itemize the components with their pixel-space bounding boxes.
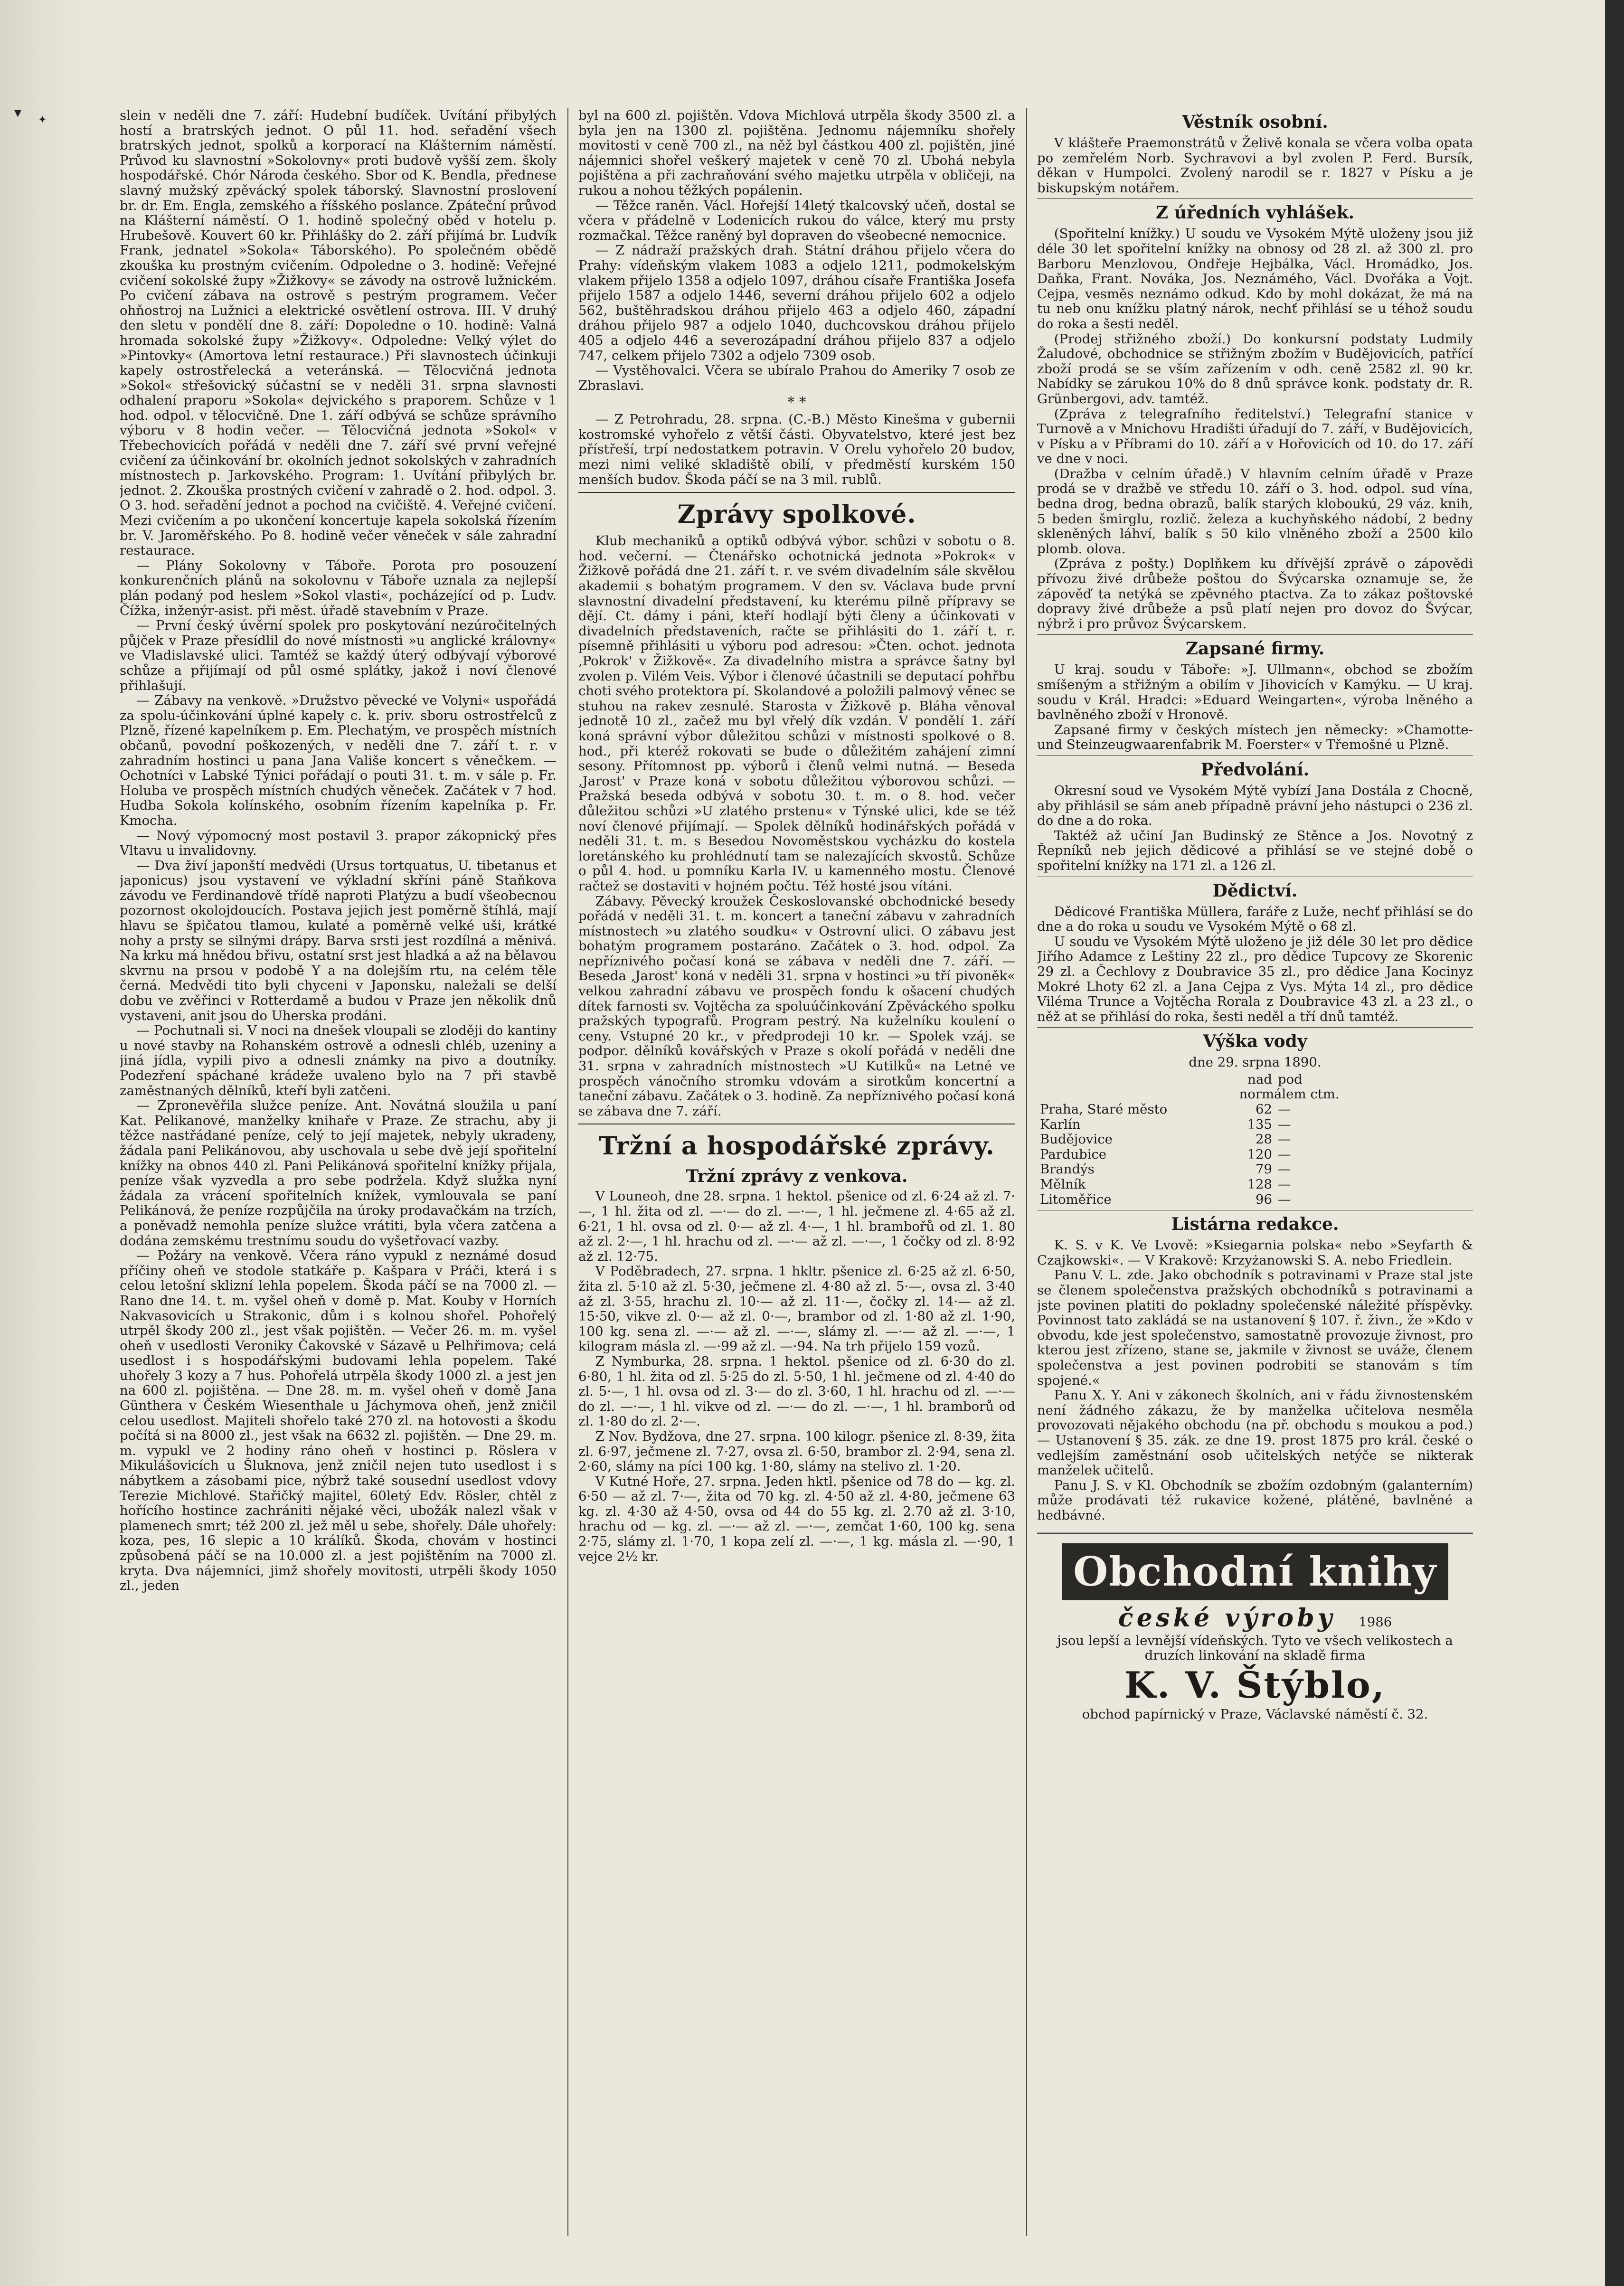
water-pod: — bbox=[1277, 1132, 1291, 1147]
ad-text: jsou lepší a levnější vídeňských. Tyto ve všech velikostech a druzích linkování na skladě firma bbox=[1057, 1633, 1453, 1663]
margin-mark: ✦ bbox=[38, 114, 47, 126]
ad-address: obchod papírnický v Praze, Václavské náměstí č. 32. bbox=[1082, 1706, 1428, 1722]
water-place: Mělník bbox=[1040, 1177, 1086, 1192]
column-2 bbox=[578, 108, 1015, 2236]
section-subtitle-market: Tržní zprávy z venkova. bbox=[686, 1166, 908, 1187]
water-nad: 28 bbox=[1255, 1132, 1272, 1147]
water-nad: 120 bbox=[1247, 1146, 1272, 1162]
market-report: V Kutné Hoře, 27. srpna. Jeden hktl. pšenice od 78 do — kg. zl. 6·50 — až zl. 7·—, žita od 70 kg. zl. 4·50 až zl. 4·80, ječmene 63 kg. zl. 4·30 až 4·50, ovsa od 44 do 55 kg. zl. 2.70 až zl. 3·10, hrachu od — kg. zl. —·— až zl. —·—, zemčat 1·60, 100 kg. sena 2·75, slámy zl. 1·70, 1 kopa zelí zl. —·—, 1 kg. másla zl. —·90, 1 vejce 2½ kr. bbox=[578, 1474, 1015, 1564]
column-3 bbox=[1037, 108, 1473, 2236]
water-nad: 128 bbox=[1247, 1177, 1272, 1192]
section-title-predvolani: Předvolání. bbox=[1200, 759, 1310, 780]
article-paragraph: — Zábavy na venkově. »Družstvo pěvecké ve Volyni« uspořádá za spolu-účinkování úplné kapely c. k. priv. sboru ostrostřelců z Plzně, řízené kapelníkem p. Em. Plechatým, ve prospěch místních občanů, povodní poškozených, v neděli dne 7. září t. r. v zahradním hostinci u pana Jana Vališe koncert s věnečkem. — Ochotníci v Labské Týnici pořádají o pouti 31. t. m. v sále p. Fr. Holuba ve prospěch místních chudých věneček. Začátek v 7 hod. Hudba Sokola kolínského, osobním řízením kapelníka p. Fr. Kmocha. bbox=[120, 693, 557, 828]
water-place: Praha, Staré město bbox=[1040, 1102, 1168, 1117]
article-paragraph: K. S. v K. Ve Lvově: »Ksiegarnia polska« nebo »Seyfarth & Czajkowski«. — V Krakově: Krzyżanowski S. A. nebo Friedlein. bbox=[1037, 1237, 1473, 1268]
market-report: V Poděbradech, 27. srpna. 1 hkltr. pšenice zl. 6·25 až zl. 6·50, žita zl. 5·10 až zl. 5·30, ječmene zl. 4·80 až zl. 5·—, ovsa zl. 3·40 až zl. 3·55, hrachu zl. 10·— až zl. 11·—, čočky zl. 14·— až zl. 15·50, vikve zl. 0·— až zl. 0·—, brambor od zl. 1·80 až zl. 1·90, 100 kg. sena zl. —·— až zl. —·—, slámy zl. —·— až zl. —·—, 1 kilogram másla zl. —·99 až zl. —·94. Na trh přijelo 159 vozů. bbox=[578, 1264, 1015, 1354]
advertisement bbox=[1037, 1532, 1473, 1722]
water-place: Budějovice bbox=[1040, 1132, 1113, 1147]
article-paragraph: (Zpráva z telegrafního ředitelství.) Telegrafní stanice v Turnově a v Mnichovu Hradišti úřadují do 7. září, v Budějovicích, v Písku a v Příbrami do 10. září a v Hořovicích od 10. do 17. září ve dne v noci. bbox=[1037, 406, 1473, 467]
column-1 bbox=[120, 108, 557, 2236]
water-level-title: Výška vody bbox=[1203, 1031, 1307, 1052]
article-paragraph: (Prodej střižného zboží.) Do konkursní podstaty Ludmily Žaludové, obchodnice se střižným zbožím v Budějovicích, patřící zboží prodá se se vším zařízením v odh. ceně 2582 zl. 90 kr. Nabídky se zárukou 10% do 8 dnů správce konk. podstaty dr. R. Grünbergovi, adv. tamtéž. bbox=[1037, 331, 1473, 406]
water-place: Pardubice bbox=[1040, 1146, 1107, 1162]
page-gutter bbox=[0, 0, 97, 2286]
article-paragraph: — První český úvěrní spolek pro poskytování nezúročitelných půjček v Praze přesídlil do nové místnosti »u anglické královny« ve Vladislavské ulici. Tamtéž se každý úterý odbývají výborové schůze a přijímají od půl osmé splátky, jakož i noví členové přihlašují. bbox=[120, 618, 557, 693]
water-nad: 62 bbox=[1255, 1102, 1272, 1117]
article-paragraph: slein v neděli dne 7. září: Hudební budíček. Uvítání přibylých hostí a bratrských jednot. O půl 11. hod. seřadění všech bratrských jednot, spolků a korporací na Klášterním náměstí. Průvod ku slavnostní »Sokolovny« proti budově vyšší zem. školy hospodářské. Chór Národa českého. Sbor od K. Bendla, přednese slavný mužský zpěvácký spolek táborský. Slavnostní proslovení br. dr. Em. Engla, zemského a říšského poslance. Zpáteční průvod na Klášterní náměstí. O 1. hodině společný oběd v hotelu p. Hrubešově. Kouvert 60 kr. Přihlášky do 2. září přijímá br. Ludvík Frank, jednatel »Sokola« Táborského). Po společném obědě zkouška ku prostným cvičením. Odpoledne o 3. hodině: Veřejné cvičení sokolské župy »Žižkovy« se závody na ostrově lužnickém. Po cvičení zábava na ostrově s pestrým programem. Večer ohňostroj na Lužnici a elektrické osvětlení ostrova. III. V druhý den sletu v pondělí dne 8. září: Dopoledne o 10. hodině: Valná hromada sokolské župy »Žižkovy«. Odpoledne: Velký výlet do »Pintovky« (Amortova letní restaurace.) Při slavnostech účinkuji kapely ostrostřelecká a veteránská. — Tělocvičná jednota »Sokol« střešovický súčastní se v neděli 31. srpna slavnosti odhalení praporu »Sokola« dejvického s praporem. Schůze v 1 hod. odpol. v tělocvičně. Dne 1. září odbývá se schůze správního výboru v 8 hodin večer. — Tělocvičná jednota »Sokol« v Třebechovicích pořádá v neděli dne 7. září své první veřejné cvičení za účinkování br. okolních jednot sokolských v zahradních místnostech p. Jarkovského. Program: 1. Uvítání přibylých br. jednot. 2. Zkouška prostných cvičení v zahradě o 2. hod. odpol. 3. O 3. hod. seřadění jednot a pochod na cvičiště. 4. Veřejné cvičení. Mezi cvičením a po ukončení koncertuje kapela sokolská řízením br. V. Jaroměřského. Po 8. hodině večer věneček v sále zahradní restaurace. bbox=[120, 108, 557, 558]
article-paragraph: — Nový výpomocný most postavil 3. prapor zákopnický přes Vltavu u invalidovny. bbox=[120, 828, 557, 859]
ad-firm-name: K. V. Štýblo, bbox=[1124, 1663, 1386, 1706]
water-nad: 96 bbox=[1255, 1191, 1272, 1207]
margin-mark: ▾ bbox=[14, 104, 22, 121]
water-place: Karlín bbox=[1040, 1116, 1081, 1132]
market-report: V Louneoh, dne 28. srpna. 1 hektol. pšenice od zl. 6·24 až zl. 7·—, 1 hl. žita od zl. —·— do zl. —·—, 1 hl. ječmene zl. 4·65 až zl. 6·21, 1 hl. ovsa od zl. 0·— až zl. 4·—, 1 hl. brambořů od zl. 1. 80 až zl. 2·—, 1 hl. hrachu od zl. —·— až zl. —·—, 1 čočky od zl. 8·92 až zl. 12·75. bbox=[578, 1189, 1015, 1264]
article-paragraph: Klub mechaniků a optiků odbývá výbor. schůzi v sobotu o 8. hod. večerní. — Čtenářsko ochotnická jednota »Pokrok« v Žižkově pořádá dne 21. září t. r. ve svém divadelním sále skvělou akademii s bohatým programem. V den sv. Václava bude první slavnostní divadelní představení, ku kterému pilně přípravy se dějí. Ct. dámy i páni, kteří hodlají býti členy a účinkovati v divadelních představeních, račte se přihlásiti do 1. září t. r. písemně přihlásiti u výboru pod adresou: »Čten. ochot. jednota ‚Pokrok' v Žižkově«. Za divadelního mistra a správce šatny byl zvolen p. Vilém Veis. Výbor i členové účastnili se deputací pohřbu choti svého protektora pí. Skolandové a položili palmový věnec se stuhou na rakev zesnulé. Starosta v Žižkově p. Bláha věnoval jednotě 10 zl., začež mu byl vřelý dík vzdán. V pondělí 1. září koná správní výbor důležitou schůzi v místnosti spolkové o 8. hod., při kteréž rokovati se bude o důležitém zahájení zimní sesony. Přítomnost pp. výborů i členů velmi nutná. — Beseda ‚Jarost' v Praze koná v sobotu důležitou výborovou schůzi. — Pražská beseda odbývá v sobotu 30. t. m. o 8. hod. večer důležitou schůzi »U zlatého prstenu« v Týnské ulici, kde se též noví členové přijímají. — Spolek dělníků hodinářských pořádá v neděli 31. t. m. s Besedou Novoměstskou vycházku do kostela loretánského ku prohlédnutí tam se nalezajících skvostů. Schůze o půl 4. hod. u pomníku Karla IV. u kamenného mostu. Členové račtež se dostaviti v hojném počtu. Též hosté jsou vítáni. bbox=[578, 533, 1015, 894]
scan-edge bbox=[1605, 0, 1624, 2286]
water-pod: — bbox=[1277, 1146, 1291, 1162]
water-header-row bbox=[1037, 1072, 1342, 1087]
article-paragraph: — Plány Sokolovny v Táboře. Porota pro posouzení konkurenčních plánů na sokolovnu v Táboře uznala za nejlepší plán podaný pod heslem »Sokol vlasti«, pocházející od p. Ludv. Čížka, inženýr-asist. při měst. úřadě stavebním v Praze. bbox=[120, 557, 557, 618]
article-paragraph: — Pochutnali si. V noci na dnešek vloupali se zloději do kantiny u nové stavby na Rohanském ostrově a odnesli chléb, uzeniny a jiná jídla, vypili pivo a odnesli známky na pivo a doutníky. Podezření spáchané krádeže uvaleno bylo na 7 při stavbě zaměstnaných dělníků, kteří byli zatčeni. bbox=[120, 1023, 557, 1098]
water-col-pod: pod bbox=[1277, 1071, 1303, 1087]
article-paragraph: Dědicové Františka Müllera, faráře z Luže, nechť přihlásí se do dne a do roka u soudu ve Vysokém Mýtě o 68 zl. bbox=[1037, 904, 1473, 935]
section-title-vyhlasky: Z úředních vyhlášek. bbox=[1155, 203, 1355, 223]
water-nad: 79 bbox=[1255, 1162, 1272, 1177]
article-paragraph: Zábavy. Pěvecký kroužek Českoslovanské obchodnické besedy pořádá v neděli 31. t. m. koncert a taneční zábavu v zahradních místnostech »u zlatého soudku« v Ostrovní ulici. O zábavu jest bohatým programem postaráno. Začátek o 3. hod. odpol. Za nepříznivého počasí koná se zábava v neděli dne 7. září. — Beseda ‚Jarost' koná v neděli 31. srpna v hostinci »u tří pivoněk« velkou zahradní zábavu ve prospěch fondu k ošacení chudých dítek farnosti sv. Vojtěcha za spoluúčinkování Zpěváckého spolku pražských typografů. Program pestrý. Na kuželníku koulení o ceny. Vstupné 20 kr., v předprodeji 10 kr. — Spolek vzáj. se podpor. dělníků kovářských v Praze s okolí pořádá v neděli dne 31. srpna v zahradních místnostech »U Kutilků« na Letné ve prospěch vánočního stromku vdovám a sirotkům koncertní a taneční zábavu. Začátek o 3. hodině. Za nepříznivého počasí koná se zábava dne 7. září. bbox=[578, 893, 1015, 1119]
water-level-date: dne 29. srpna 1890. bbox=[1189, 1055, 1322, 1070]
water-place: Brandýs bbox=[1040, 1162, 1095, 1177]
article-paragraph: Taktéž až učiní Jan Budinský ze Stěnce a Jos. Novotný z Řepníků neb jejich dědicové a přihlásí se ve stejné době o spořitelní knížky na 171 zl. a 126 zl. bbox=[1037, 828, 1473, 873]
section-title-osobni: Věstník osobní. bbox=[1182, 112, 1328, 132]
water-pod: — bbox=[1277, 1116, 1291, 1132]
article-paragraph: Okresní soud ve Vysokém Mýtě vybízí Jana Dostála z Chocně, aby přihlásil se sám aneb případně právní jeho nástupci o 236 zl. do dne a do roka. bbox=[1037, 783, 1473, 829]
table-row bbox=[1037, 1102, 1342, 1117]
water-subheader-row bbox=[1037, 1087, 1342, 1102]
article-paragraph: — Vystěhovalci. Včera se ubíralo Prahou do Ameriky 7 osob ze Zbraslavi. bbox=[578, 363, 1015, 393]
water-pod: — bbox=[1277, 1191, 1291, 1207]
article-paragraph: — Z Petrohradu, 28. srpna. (C.-B.) Město Kinešma v gubernii kostromské vyhořelo z větší části. Obyvatelstvo, které jest bez přístřeší, trpí nedostatkem potravin. V Orelu vyhořelo 20 budov, mezi nimi veliké skladiště obilí, v předměstí kurském 150 menších budov. Škoda páčí se na 3 mil. rublů. bbox=[578, 412, 1015, 487]
article-paragraph: Panu J. S. v Kl. Obchodník se zbožím ozdobným (galanterním) může prodávati též rukavice kožené, plátěné, bavlněné a hedbávné. bbox=[1037, 1477, 1473, 1523]
water-pod: — bbox=[1277, 1177, 1291, 1192]
water-level-table bbox=[1037, 1072, 1342, 1207]
article-paragraph: (Zpráva z pošty.) Doplňkem ku dřívější zprávě o zápovědi přívozu živé drůbeže poštou do Švýcarska oznamuje se, že zápověď ta netýká se zpěvného ptactva. Za to zákaz poštovské dopravy živé drůbeže a psů platí nejen pro dovoz do Švýcar, nýbrž i pro průvoz Švýcarskem. bbox=[1037, 556, 1473, 632]
section-title-firmy: Zapsané firmy. bbox=[1185, 639, 1325, 659]
section-title-spolky: Zprávy spolkové. bbox=[677, 500, 916, 529]
section-divider bbox=[1037, 1027, 1473, 1028]
article-paragraph: Zapsané firmy v českých místech jen německy: »Chamotte- und Steinzeugwaarenfabrik M. Foerster« v Třemošné u Plzně. bbox=[1037, 722, 1473, 753]
water-place: Litoměřice bbox=[1040, 1191, 1112, 1207]
water-pod: — bbox=[1277, 1102, 1291, 1117]
column-rule bbox=[1026, 108, 1027, 2236]
article-paragraph: — Požáry na venkově. Včera ráno vypukl z neznámé dosud příčiny oheň ve stodole statkáře p. Kašpara v Práči, která i s celou letošní sklizní lehla popelem. Škoda páčí se na 7000 zl. — Rano dne 14. t. m. vyšel oheň v domě p. Mat. Kouby v Horních Nakvasovicích u Strakonic, dům i s kolnou shořel. Pohořelý utrpěl škody 200 zl., jest však pojištěn. — Večer 26. m. m. vyšel oheň v usedlosti Veroniky Čakovské v Sázavě u Pelhřimova; celá usedlost i s hospodářskými budovami lehla popelem. Také uhořely 3 kozy a 7 hus. Pohořelá utrpěla škody 1000 zl. a jest jen na 600 zl. pojištěna. — Dne 28. m. m. vyšel oheň v domě Jana Günthera v Českém Wiesenthale u Jáchymova oheň, jenž zničil celou usedlost. Majiteli shořelo také 270 zl. na hotovosti a škodu počítá si na 8000 zl., jest však na 6632 zl. pojištěn. — Dne 29. m. m. vypukl ve 2 hodiny ráno oheň v hostinci p. Röslera v Mikulášovicích u Šluknova, jenž zničil nejen tuto usedlost i s nábytkem a zásobami pice, nýbrž také sousední usedlost vdovy Terezie Michlové. Stařičký majitel, 60letý Edv. Rösler, chtěl z hořícího hostince zachrániti nějaké věci, ubožák nalezl však v plamenech smrt; též 200 zl. jež měl u sebe, shořely. Dále uhořely: koza, pes, 16 slepic a 10 králíků. Škoda, chovám v hostinci způsobená páčí se na 10.000 zl. a jest pojištěním na 7000 zl. kryta. Dva nájemníci, jimž shořely movitosti, utrpěli škody 1050 zl., jeden bbox=[120, 1248, 557, 1594]
table-row bbox=[1037, 1132, 1342, 1147]
article-paragraph: Panu V. L. zde. Jako obchodník s potravinami v Praze stal jste se členem společenstva pražských obchodníků s potravinami a jste povinen platiti do pokladny společenské náležité příspěvky. Povinnost tato zakládá se na ustanovení § 107. ř. živn., že »Kdo v obvodu, kde jest společenstvo, samostatně provozuje živnost, pro kterou jest zřízeno, stane se, jakmile v živnost se uváže, členem společenstva a jest povinen podrobiti se stanovám s tím spojené.« bbox=[1037, 1267, 1473, 1388]
ad-title: Obchodní knihy bbox=[1062, 1543, 1448, 1600]
article-paragraph: V klášteře Praemonstrátů v Želivě konala se včera volba opata po zemřelém Norb. Sychravovi a byl zvolen P. Ferd. Bursík, děkan v Humpolci. Zvolený narodil se r. 1827 v Písku a je biskupským notářem. bbox=[1037, 135, 1473, 196]
article-paragraph: U kraj. soudu v Táboře: »J. Ullmann«, obchod se zbožím smíšeným a střižným a obilím v Jihovicích v Kamýku. — U kraj. soudu v Král. Hradci: »Eduard Weingarten«, výroba lněného a bavlněného zboží v Hronově. bbox=[1037, 662, 1473, 723]
water-nad: 135 bbox=[1247, 1116, 1272, 1132]
section-divider bbox=[1037, 198, 1473, 199]
table-row bbox=[1037, 1162, 1342, 1177]
article-paragraph: byl na 600 zl. pojištěn. Vdova Michlová utrpěla škody 3500 zl. a byla jen na 1300 zl. pojištěna. Jednomu nájemníku shořely movitosti v ceně 700 zl., na něž byl částkou 400 zl. pojištěn, jiné nájemnici shořel veškerý majetek v ceně 70 zl. Ubohá nebyla pojištěna a při zachraňování svého majetku utrpěla v obličeji, na rukou a nohou těžkých popálenin. bbox=[578, 108, 1015, 198]
water-col-nad: nad bbox=[1247, 1071, 1272, 1087]
section-title-listarna: Listárna redakce. bbox=[1171, 1214, 1339, 1235]
article-paragraph: U soudu ve Vysokém Mýtě uloženo je již déle 30 let pro dědice Jiřího Adamce z Leštiny 22 zl., pro dědice Tupcovy ze Skorenic 29 zl. a Čechlovy z Doubravice 35 zl., pro dědice Jana Kocinyz Mokré Lhoty 62 zl. a Jana Cejpa z Vys. Mýta 14 zl., pro dědice Viléma Trunce a Vojtěcha Rorala z Doubravice 43 zl. a 23 zl., o něž at se přihlásí do roka, šesti neděl a tří dnů tamtéž. bbox=[1037, 934, 1473, 1024]
column-rule bbox=[567, 108, 568, 2236]
table-row bbox=[1037, 1117, 1342, 1133]
section-title-market: Tržní a hospodářské zprávy. bbox=[599, 1132, 995, 1161]
article-paragraph: — Zpronevěřila služce peníze. Ant. Novátná sloužila u paní Kat. Pelikanové, manželky knihaře v Praze. Ze strachu, aby ji těžce nastřádané peníze, celý to její majetek, nebyly ukradeny, žádala pani Pelikánovou, aby uschovala u sebe dvě její spořitelní knížky na obnos 440 zl. Pani Pelikánová spořitelní knížky přijala, peníze však vyzvedla a pro sebe podržela. Když služka nyní žádala za vrácení spořitelních knížek, vymlouvala se paní Pelikánová, že peníze rozpůjčila na úroky prodavačkám na trzích, a poněvadž nemohla peníze služce vrátiti, byla včera zatčena a dodána zemskému trestnímu soudu do vyšetřovací vazby. bbox=[120, 1098, 557, 1248]
section-divider bbox=[1037, 634, 1473, 635]
market-report: Z Nov. Bydžova, dne 27. srpna. 100 kilogr. pšenice zl. 8·39, žita zl. 6·97, ječmene zl. 7·27, ovsa zl. 6·50, brambor zl. 2·94, sena zl. 2·60, slámy na píci 100 kg. 1·80, slámy na stelivo zl. 1·20. bbox=[578, 1428, 1015, 1474]
section-title-dedictvi: Dědictví. bbox=[1212, 880, 1298, 901]
section-stars: * * bbox=[787, 394, 806, 411]
article-paragraph: Panu X. Y. Ani v zákonech školních, ani v řádu živnostenském není žádného zákazu, že by manželka učitelova nesměla provozovati nějakého obchodu (na př. obchodu s moukou a pod.) — Ustanovení § 35. zák. ze dne 19. prost 1875 pro král. české o vedlejším zaměstnání osob učitelských netýče se nikterak manželek učitelů. bbox=[1037, 1388, 1473, 1478]
section-divider bbox=[578, 492, 1015, 493]
table-row bbox=[1037, 1177, 1342, 1192]
ad-number: 1986 bbox=[1359, 1614, 1392, 1630]
article-paragraph: — Dva živí japonští medvědi (Ursus tortquatus, U. tibetanus et japonicus) jsou vystavení ve výkladní skříni páně Staňkova závodu ve Ferdinandově třídě naproti Platýzu a budí všeobecnou pozornost okolojdoucích. Postava jejich jest poměrně štíhlá, mají hlavu se špičatou tlamou, kulaté a poměrně velké uši, krátké nohy a prsty se silnými drápy. Barva srsti jest rozdílná a měnivá. Na krku má hnědou břivu, ostatní srst jest hladká a až na bělavou skvrnu na prsou v podobě Y a na dolejším rtu, na celém těle černá. Medvědi tito byli chyceni v Japonsku, naležali se delší dobu ve zvěřinci v Rotterdamě a budou v Praze jen několik dnů vystaveni, anit jsou do Uherska prodáni. bbox=[120, 858, 557, 1023]
table-row bbox=[1037, 1192, 1342, 1208]
ad-subtitle: české výroby bbox=[1118, 1603, 1336, 1633]
article-paragraph: — Těžce raněn. Václ. Hořejší 14letý tkalcovský učeň, dostal se včera v přádelně v Lodenicích rukou do válce, který mu prsty rozmačkal. Těžce raněný byl dopraven do všeobecné nemocnice. bbox=[578, 198, 1015, 243]
water-col-sub: normálem ctm. bbox=[1239, 1086, 1340, 1102]
article-paragraph: — Z nádraží pražských drah. Státní dráhou přijelo včera do Prahy: vídeňským vlakem 1083 a odjelo 1211, podmokelským vlakem přijelo 1358 a odjelo 1097, dráhou císaře Františka Josefa přijelo 1587 a odjelo 1446, severní dráhou přijelo 602 a odjelo 562, buštěhradskou dráhou přijelo 463 a odjelo 460, západní dráhou přijelo 987 a odjelo 1040, duchcovskou dráhou přijelo 405 a odjelo 446 a severozápadní dráhou přijelo 837 a odjelo 747, celkem přijelo 7302 a odjelo 7309 osob. bbox=[578, 243, 1015, 363]
water-pod: — bbox=[1277, 1162, 1291, 1177]
article-paragraph: (Spořitelní knížky.) U soudu ve Vysokém Mýtě uloženy jsou již déle 30 let spořitelní knížky na obnosy od 28 zl. až 300 zl. pro Barboru Menzlovou, Ondřeje Hejbálka, Václ. Hromádko, Jos. Daňka, Frant. Nováka, Jos. Neznámého, Václ. Dvořáka a Vojt. Cejpa, vesměs neznámo odkud. Kdo by mohl dokázat, že má na tu neb onu knížku platný nárok, nechť přihlásí se u téhož soudu do roka a šesti neděl. bbox=[1037, 226, 1473, 331]
table-row bbox=[1037, 1147, 1342, 1162]
newspaper-content bbox=[120, 108, 1473, 2245]
market-report: Z Nymburka, 28. srpna. 1 hektol. pšenice od zl. 6·30 do zl. 6·80, 1 hl. žita od zl. 5·25 do zl. 5·50, 1 hl. ječmene od zl. 4·40 do zl. 5·—, 1 hl. ovsa od zl. 3·— do zl. 3·60, 1 hl. hrachu od zl. —·— do zl. —·—, 1 hl. vikve od zl. —·— do zl. —·—, 1 hl. bramborů od zl. 1·80 do zl. 2·—. bbox=[578, 1353, 1015, 1429]
article-paragraph: (Dražba v celním úřadě.) V hlavním celním úřadě v Praze prodá se v dražbě ve středu 10. září o 3. hod. odpol. sud vína, bedna drog, bedna obrazů, balík starých kloboukú, 29 váz. knih, 5 beden šmirglu, rozlič. železa a kuchyňského nádobí, 2 bedny skleněných láhví, balík s 50 kilo vlněného zboží a 2500 kilo plomb. olova. bbox=[1037, 466, 1473, 557]
